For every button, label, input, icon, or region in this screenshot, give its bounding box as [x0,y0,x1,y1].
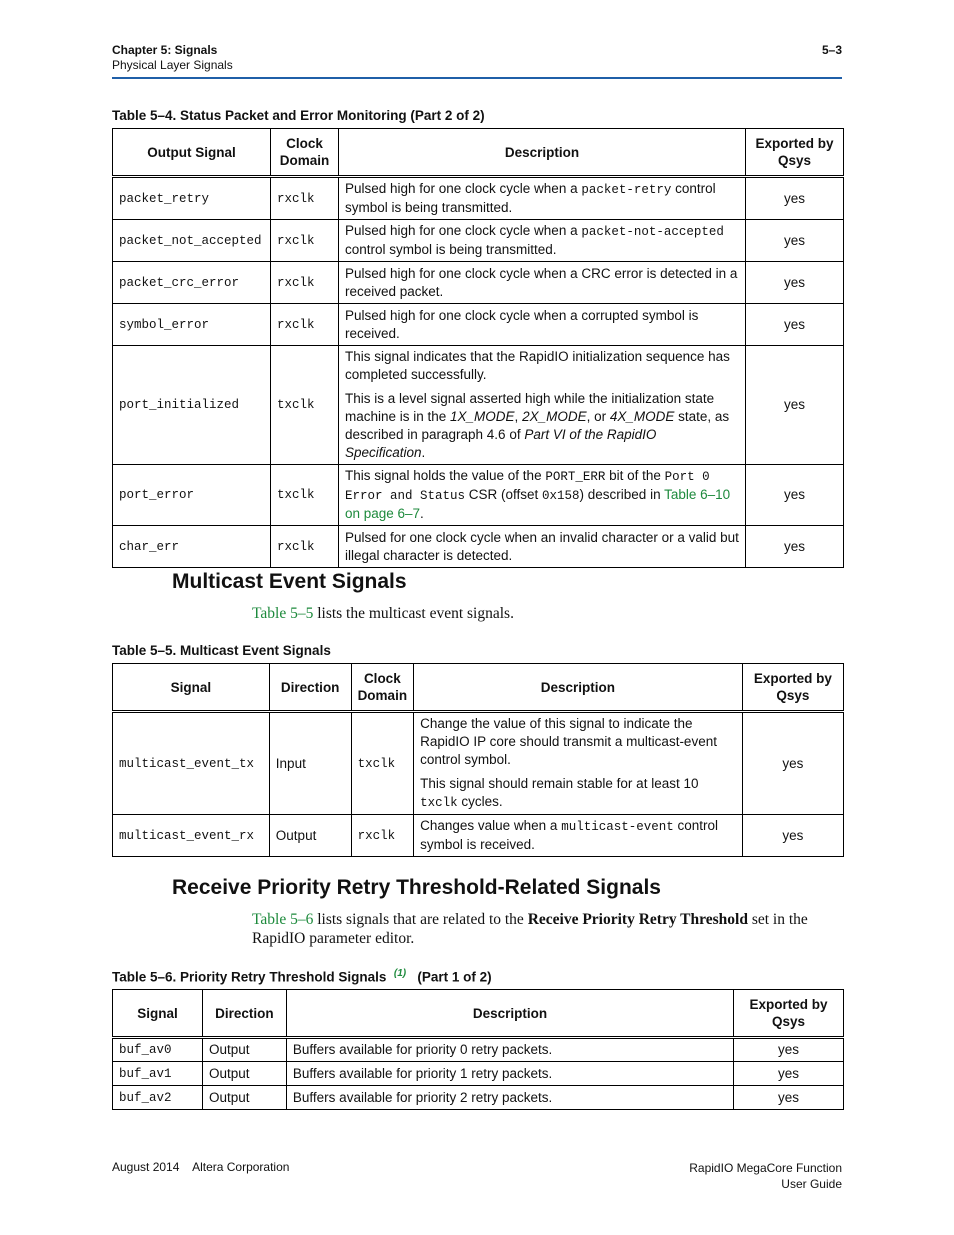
exported-value: yes [746,177,844,220]
description: Changes value when a multicast-event control symbol is received. [414,815,743,857]
table-row [113,465,844,526]
table-row [113,526,844,568]
clock-domain: txclk [270,465,338,526]
table-5-6 [112,989,844,1110]
exported-value: yes [734,1062,844,1086]
signal-name: port_initialized [113,346,271,465]
exported-value: yes [746,220,844,262]
description: Change the value of this signal to indicate the RapidIO IP core should transmit a multicast-event control symbol. This signal should remain stable for at least 10 txclk cycles. [414,712,743,815]
col-header: Description [338,129,745,177]
table-row [113,346,844,465]
multicast-heading: Multicast Event Signals [172,570,407,593]
table-row [113,1062,844,1086]
direction: Output [202,1038,286,1062]
exported-value: yes [746,262,844,304]
footer-guide: User Guide [781,1177,842,1191]
clock-domain: rxclk [270,304,338,346]
clock-domain: rxclk [270,220,338,262]
description: Pulsed high for one clock cycle when a CRC error is detected in a received packet. [338,262,745,304]
clock-domain: rxclk [270,262,338,304]
multicast-intro: Table 5–5 lists the multicast event signals. [252,605,514,622]
signal-name: buf_av2 [113,1086,203,1110]
description: Pulsed high for one clock cycle when a packet-retry control symbol is being transmitted. [338,177,745,220]
table-5-4 [112,128,844,568]
col-header: Clock Domain [270,129,338,177]
clock-domain: txclk [351,712,414,815]
running-header [112,43,233,73]
exported-value: yes [746,465,844,526]
clock-domain: rxclk [270,177,338,220]
table-row [113,262,844,304]
table-row [113,304,844,346]
signal-name: multicast_event_rx [113,815,270,857]
table-5-6-caption: Table 5–6. Priority Retry Threshold Signals $^{(1)}$ (Part 1 of 2) [112,968,492,985]
description: Buffers available for priority 0 retry packets. [286,1038,733,1062]
table-row [113,1086,844,1110]
table-row [113,220,844,262]
footer-date-company: August 2014 Altera Corporation [112,1160,290,1174]
table-5-4-caption: Table 5–4. Status Packet and Error Monitoring (Part 2 of 2) [112,108,485,123]
signal-name: buf_av1 [113,1062,203,1086]
description: Pulsed for one clock cycle when an invalid character or a valid but illegal character is detected. [338,526,745,568]
col-header: Description [414,664,743,712]
col-header: Exported by Qsys [742,664,843,712]
table-row [113,815,844,857]
footer-title [689,1160,842,1192]
direction: Input [269,712,351,815]
col-header: Exported by Qsys [734,990,844,1038]
page-number: 5–3 [821,43,842,57]
description: Pulsed high for one clock cycle when a packet-not-accepted control symbol is being transmitted. [338,220,745,262]
exported-value: yes [742,712,843,815]
col-header: Exported by Qsys [746,129,844,177]
clock-domain: rxclk [270,526,338,568]
col-header: Description [286,990,733,1038]
description: Buffers available for priority 2 retry packets. [286,1086,733,1110]
signal-name: buf_av0 [113,1038,203,1062]
exported-value: yes [746,526,844,568]
col-header: Signal [113,990,203,1038]
col-header: Output Signal [113,129,271,177]
col-header: Direction [269,664,351,712]
note-1-link[interactable]: (1) [393,968,407,979]
description: This signal indicates that the RapidIO initialization sequence has completed successfully. This is a level signal asserted high while the initialization state machine is in the 1X_MODE, 2X_MODE, or 4X_MODE state, as described in paragraph 4.6 of Part VI of the RapidIO Specification. [338,346,745,465]
table-row [113,1038,844,1062]
description: Pulsed high for one clock cycle when a corrupted symbol is received. [338,304,745,346]
priority-intro: Table 5–6 lists signals that are related to the Receive Priority Retry Threshold set in the RapidIO parameter editor. [252,911,808,947]
exported-value: yes [746,304,844,346]
table-5-6-link[interactable]: Table 5–6 [252,911,314,928]
table-5-5-link[interactable]: Table 5–5 [252,605,314,622]
signal-name: packet_not_accepted [113,220,271,262]
section-title: Physical Layer Signals [112,58,233,72]
col-header: Clock Domain [351,664,414,712]
signal-name: packet_crc_error [113,262,271,304]
clock-domain: txclk [270,346,338,465]
header-rule [112,77,842,79]
signal-name: port_error [113,465,271,526]
direction: Output [202,1062,286,1086]
table-6-10-link[interactable]: Table 6–10 on page 6–7 [344,487,731,521]
exported-value: yes [734,1038,844,1062]
col-header: Signal [113,664,270,712]
table-5-5-caption: Table 5–5. Multicast Event Signals [112,643,331,658]
direction: Output [269,815,351,857]
chapter-title: Chapter 5: Signals [112,43,218,57]
signal-name: char_err [113,526,271,568]
table-row [113,177,844,220]
exported-value: yes [746,346,844,465]
table-row [113,712,844,815]
footer-product: RapidIO MegaCore Function [689,1161,842,1175]
description: Buffers available for priority 1 retry packets. [286,1062,733,1086]
signal-name: multicast_event_tx [113,712,270,815]
col-header: Direction [202,990,286,1038]
exported-value: yes [742,815,843,857]
signal-name: packet_retry [113,177,271,220]
direction: Output [202,1086,286,1110]
signal-name: symbol_error [113,304,271,346]
exported-value: yes [734,1086,844,1110]
clock-domain: rxclk [351,815,414,857]
table-5-5 [112,663,844,857]
description: This signal holds the value of the PORT_ERR bit of the Port 0 Error and Status CSR (offset 0x158) described in Table 6–10 on page 6–7. [338,465,745,526]
priority-heading: Receive Priority Retry Threshold-Related Signals [172,876,661,899]
